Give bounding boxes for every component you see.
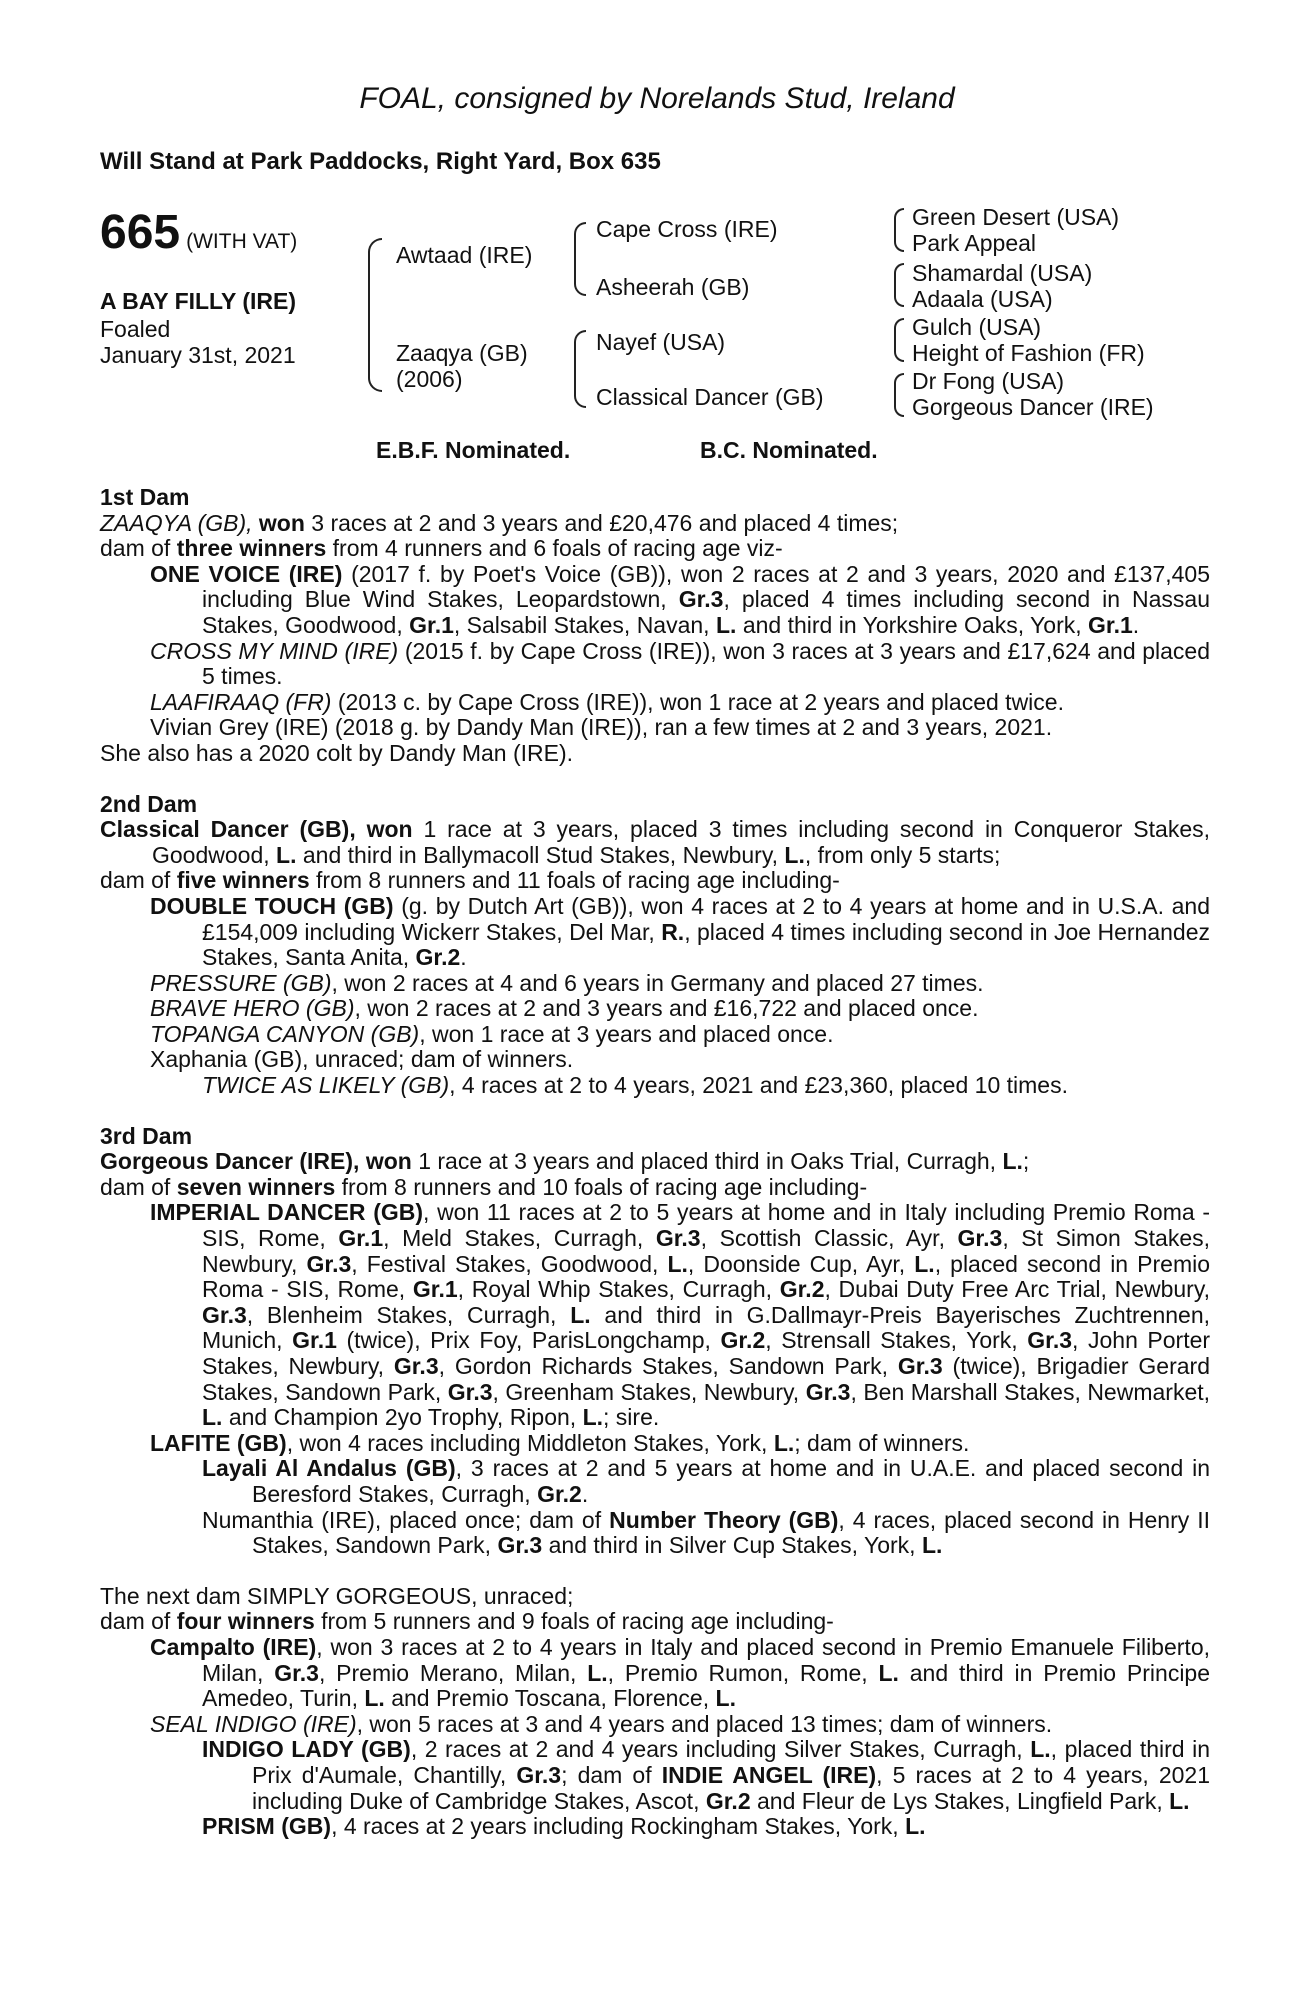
produce-twice-as-likely: TWICE AS LIKELY (GB), 4 races at 2 to 4 years, 2021 and £23,360, placed 10 times. xyxy=(202,1072,1068,1099)
third-dam-line: Gorgeous Dancer (IRE), won 1 race at 3 years and placed third in Oaks Trial, Curragh, L.; xyxy=(100,1148,1030,1175)
dam-dam: Classical Dancer (GB) xyxy=(596,384,824,410)
lot-number-value: 665 xyxy=(100,206,181,259)
dam-sire: Nayef (USA) xyxy=(596,329,726,355)
page-title: FOAL, consigned by Norelands Stud, Ireland xyxy=(359,82,955,115)
produce-one-voice: ONE VOICE (IRE) (2017 f. by Poet's Voice (GB)), won 2 races at 2 and 3 years, 2020 and £137,405 including Blue Wind Stakes, Leopardstown, Gr.3, placed 4 times including second in Nassau Stakes, Goodwood, Gr.1, Salsabil Stakes, Navan, L. and third in Yorkshire Oaks, York, Gr.1. xyxy=(150,560,1211,638)
produce-lafite: LAFITE (GB), won 4 races including Middleton Stakes, York, L.; dam of winners. xyxy=(150,1429,970,1456)
catalogue-body xyxy=(100,485,1210,1840)
second-dam-heading: 2nd Dam xyxy=(100,790,198,817)
sire-sire: Cape Cross (IRE) xyxy=(596,216,778,242)
gen3-3: Shamardal (USA) xyxy=(912,260,1093,286)
produce-imperial-dancer: IMPERIAL DANCER (GB), won 11 races at 2 to 5 years at home and in Italy including Premio Roma - SIS, Rome, Gr.1, Meld Stakes, Curragh, Gr.3, Scottish Classic, Ayr, Gr.3, St Simon Stakes, Newbury, Gr.3, Festival Stakes, Goodwood, L., Doonside Cup, Ayr, L., placed second in Premio Roma - SIS, Rome, Gr.1, Royal Whip Stakes, Curragh, Gr.2, Dubai Duty Free Arc Trial, Newbury, Gr.3, Blenheim Stakes, Curragh, L. and third in G.Dallmayr-Preis Bayerisches Zuchtrennen, Munich, Gr.1 (twice), Prix Foy, ParisLongchamp, Gr.2, Strensall Stakes, York, Gr.3, John Porter Stakes, Newbury, Gr.3, Gordon Richards Stakes, Sandown Park, Gr.3 (twice), Brigadier Gerard Stakes, Sandown Park, Gr.3, Greenham Stakes, Newbury, Gr.3, Ben Marshall Stakes, Newmarket, L. and Champion 2yo Trophy, Ripon, L.; sire. xyxy=(150,1199,1211,1431)
second-dam-line: Classical Dancer (GB), won 1 race at 3 years, placed 3 times including second in Conqueror Stakes, Goodwood, L. and third in Ballymacoll Stud Stakes, Newbury, L., from only 5 starts; xyxy=(100,816,1210,868)
sire-parents-brace xyxy=(574,222,586,296)
second-dam-produce-summary: dam of five winners from 8 runners and 11 foals of racing age including- xyxy=(100,867,840,894)
third-dam-heading: 3rd Dam xyxy=(100,1122,193,1149)
g-brace-1 xyxy=(894,208,904,252)
gen3-8: Gorgeous Dancer (IRE) xyxy=(912,394,1154,420)
produce-numanthia: Numanthia (IRE), placed once; dam of Number Theory (GB), 4 races, placed second in Henry II Stakes, Sandown Park, Gr.3 and third in Silver Cup Stakes, York, L. xyxy=(202,1506,1210,1559)
dam: Zaaqya (GB) xyxy=(396,340,528,366)
foaled-label: Foaled xyxy=(100,316,171,342)
foaled-date: January 31st, 2021 xyxy=(100,342,296,368)
g-brace-3 xyxy=(894,318,904,362)
produce-2020-colt: She also has a 2020 colt by Dandy Man (IRE). xyxy=(100,739,574,766)
gen3-6: Height of Fashion (FR) xyxy=(912,340,1145,366)
third-dam-produce-summary: dam of seven winners from 8 runners and 10 foals of racing age including- xyxy=(100,1173,868,1200)
next-dam-produce-summary: dam of four winners from 5 runners and 9 foals of racing age including- xyxy=(100,1608,834,1635)
produce-laafiraaq: LAAFIRAAQ (FR) (2013 c. by Cape Cross (IRE)), won 1 race at 2 years and placed twice. xyxy=(150,688,1064,715)
g-brace-4 xyxy=(894,373,904,417)
dam-parents-brace xyxy=(574,330,586,408)
produce-brave-hero: BRAVE HERO (GB), won 2 races at 2 and 3 years and £16,722 and placed once. xyxy=(150,995,979,1022)
stand-location: Will Stand at Park Paddocks, Right Yard, Box 635 xyxy=(100,148,661,175)
sire-dam: Asheerah (GB) xyxy=(596,274,750,300)
sire-dam-brace xyxy=(368,238,382,392)
produce-seal-indigo: SEAL INDIGO (IRE), won 5 races at 3 and 4 years and placed 13 times; dam of winners. xyxy=(150,1710,1053,1737)
first-dam-line: ZAAQYA (GB), won 3 races at 2 and 3 years and £20,476 and placed 4 times; xyxy=(100,509,899,536)
vat-note: (WITH VAT) xyxy=(186,230,298,253)
produce-xaphania: Xaphania (GB), unraced; dam of winners. xyxy=(150,1046,574,1073)
g-brace-2 xyxy=(894,263,904,307)
produce-topanga-canyon: TOPANGA CANYON (GB), won 1 race at 3 years and placed once. xyxy=(150,1020,834,1047)
produce-pressure: PRESSURE (GB), won 2 races at 4 and 6 years in Germany and placed 27 times. xyxy=(150,969,984,996)
gen3-1: Green Desert (USA) xyxy=(912,204,1120,230)
first-dam-heading: 1st Dam xyxy=(100,484,190,510)
produce-campalto: Campalto (IRE), won 3 races at 2 to 4 years in Italy and placed second in Premio Emanuele Filiberto, Milan, Gr.3, Premio Merano, Milan, L., Premio Rumon, Rome, L. and third in Premio Principe Amedeo, Turin, L. and Premio Toscana, Florence, L. xyxy=(150,1633,1211,1712)
first-dam-produce-summary: dam of three winners from 4 runners and 6 foals of racing age viz- xyxy=(100,535,783,562)
sire: Awtaad (IRE) xyxy=(396,242,533,268)
ebf-nomination: E.B.F. Nominated. xyxy=(376,437,571,463)
gen3-5: Gulch (USA) xyxy=(912,314,1042,340)
gen3-7: Dr Fong (USA) xyxy=(912,368,1065,394)
next-dam-line: The next dam SIMPLY GORGEOUS, unraced; xyxy=(100,1582,574,1609)
lot-number xyxy=(100,205,297,260)
produce-prism: PRISM (GB), 4 races at 2 years including Rockingham Stakes, York, L. xyxy=(202,1813,926,1840)
gen3-2: Park Appeal xyxy=(912,230,1037,256)
produce-indigo-lady: INDIGO LADY (GB), 2 races at 2 and 4 years including Silver Stakes, Curragh, L., placed third in Prix d'Aumale, Chantilly, Gr.3; dam of INDIE ANGEL (IRE), 5 races at 2 to 4 years, 2021 including Duke of Cambridge Stakes, Ascot, Gr.2 and Fleur de Lys Stakes, Lingfield Park, L. xyxy=(202,1736,1211,1814)
dam-year: (2006) xyxy=(396,366,463,392)
subject-name: A BAY FILLY (IRE) xyxy=(100,288,296,314)
produce-layali-al-andalus: Layali Al Andalus (GB), 3 races at 2 and 5 years at home and in U.A.E. and placed second in Beresford Stakes, Curragh, Gr.2. xyxy=(202,1455,1211,1507)
bc-nomination: B.C. Nominated. xyxy=(700,437,878,463)
produce-cross-my-mind: CROSS MY MIND (IRE) (2015 f. by Cape Cross (IRE)), won 3 races at 3 years and £17,624 and placed 5 times. xyxy=(150,637,1211,690)
gen3-4: Adaala (USA) xyxy=(912,286,1053,312)
produce-double-touch: DOUBLE TOUCH (GB) (g. by Dutch Art (GB)), won 4 races at 2 to 4 years at home and in U.S.A. and £154,009 including Wickerr Stakes, Del Mar, R., placed 4 times including second in Joe Hernandez Stakes, Santa Anita, Gr.2. xyxy=(150,892,1211,971)
produce-vivian-grey: Vivian Grey (IRE) (2018 g. by Dandy Man (IRE)), ran a few times at 2 and 3 years, 2021. xyxy=(150,714,1053,741)
